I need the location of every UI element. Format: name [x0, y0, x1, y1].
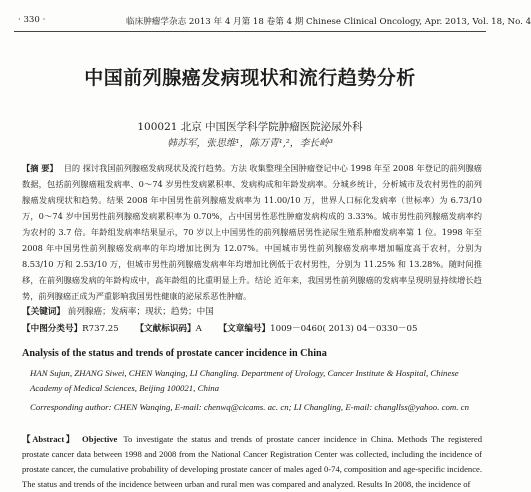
clc-label: 【中图分类号】	[22, 324, 83, 334]
chinese-keywords	[22, 305, 214, 317]
chinese-keywords-label: 【关键词】	[22, 307, 65, 317]
article-number-label: 【文章编号】	[218, 324, 271, 334]
journal-line: 临床肿瘤学杂志 2013 年 4 月第 18 卷第 4 期 Chinese Clinical Oncology, Apr. 2013, Vol. 18, No. 4	[126, 17, 531, 27]
clc-value: R737.25	[82, 324, 119, 334]
chinese-keywords-value: 前列腺癌；发病率；现状；趋势；中国	[67, 307, 214, 317]
page-number: · 330 ·	[18, 15, 46, 25]
chinese-title: 中国前列腺癌发病现状和流行趋势分析	[84, 67, 416, 89]
english-authors: HAN Sujun, ZHANG Siwei, CHEN Wanqing, LI Changling. Department of Urology, Cancer Institute & Hospital, Chinese Academy of Medical Sciences, Beijing 100021, China	[30, 368, 459, 393]
journal-header	[14, 13, 531, 29]
chinese-abstract	[22, 160, 482, 304]
article-number-value: 1009－0460( 2013) 04－0330－05	[270, 324, 418, 334]
doc-code-label: 【文献标识码】	[135, 324, 196, 334]
chinese-abstract-label: 【摘 要】	[22, 163, 58, 173]
doc-code-value: A	[195, 324, 202, 334]
english-abstract-text: To investigate the status and trends of prostate cancer incidence in China. Methods The registered prostate cancer data between 1998 and 2008 from the National Cancer Registration Center was collected, including the incidence of prostate cancer, the cumulative probability of developing prostate cancer of males aged 0-74, composition and age-specific incidence. The status and trends of the incidence between urban and rural men was compared and analyzed. Results In 2008, the incidence of	[22, 434, 482, 489]
classification-line	[22, 322, 417, 334]
english-abstract	[22, 432, 482, 492]
objective-label: Objective	[82, 434, 118, 444]
chinese-authors: 韩苏军，张思维¹，陈万青¹,²，李长岭³	[167, 138, 333, 149]
english-abstract-label: 【Abstract】	[22, 434, 77, 444]
english-title: Analysis of the status and trends of prostate cancer incidence in China	[22, 348, 327, 359]
header-rule	[14, 31, 486, 32]
chinese-abstract-text: 目的 探讨我国前列腺癌发病现状及流行趋势。方法 收集整理全国肿瘤登记中心 1998 年至 2008 年登记的前列腺癌数据，包括前列腺癌粗发病率、0～74 岁男性发病累积率、发病构成和年龄发病率。分城乡统计，分析城市及农村男性的前列腺癌发病现状和趋势。结果 2008 年中国男性前列腺癌发病率为 11.00/10 万，世界人口标化发病率（世标率）为 6.73/10 万，0～74 岁中国男性前列腺癌发病累积率为 0.70%，占中国男性恶性肿瘤发病构成的 3.33%。城市男性前列腺癌发病率约为农村的 3.7 倍。年龄组发病率结果显示，70 岁以上中国男性的前列腺癌居男性泌尿生殖系肿瘤发病率第 1 位。1998 年至 2008 年中国男性前列腺癌发病率的年均增加比例为 12.07%。中国城市男性前列腺癌发病率增加幅度高于农村，分别为 8.53/10 万和 2.53/10 万，但城市男性前列腺癌发病率年均增加比例低于农村男性，分别为 11.25% 和 13.28%。随时间推移，在前列腺癌发病的年龄构成中，高年龄组的比重明显上升。结论 近年来，我国男性前列腺癌的发病率呈现明显持续增长趋势，前列腺癌正成为严重影响我国男性健康的泌尿系恶性肿瘤。	[22, 163, 482, 301]
corresponding-author: Corresponding author: CHEN Wanqing, E-mail: chenwq@cicams. ac. cn; LI Changling, E-mail: changllss@yahoo. com. cn	[30, 402, 469, 412]
chinese-affiliation: 100021 北京 中国医学科学院肿瘤医院泌尿外科	[137, 121, 363, 133]
